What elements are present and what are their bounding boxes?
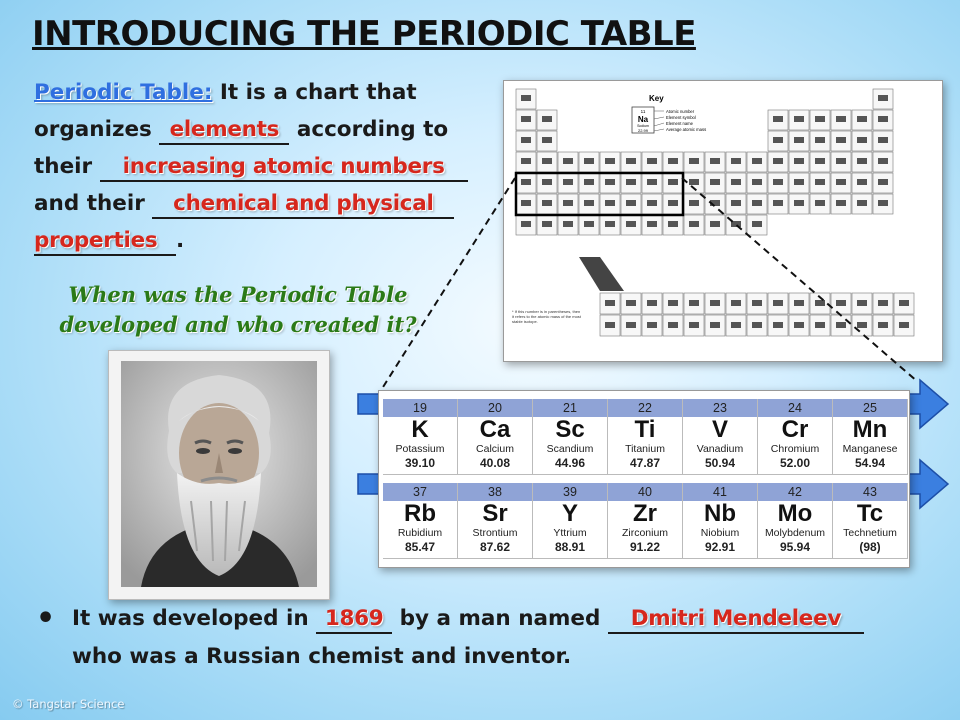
element-name: Manganese xyxy=(842,443,898,455)
pt-footnote: * If this number is in parentheses, then it refers to the atomic mass of the most stable isotope. xyxy=(512,309,581,324)
element-symbol: K xyxy=(411,416,429,443)
definition-text: and their xyxy=(34,191,153,216)
definition-text: . xyxy=(176,228,185,253)
element-mass: 54.94 xyxy=(854,456,886,470)
pt-key-name: Sodium xyxy=(637,124,649,128)
element-number: 23 xyxy=(683,399,757,417)
zoomed-element-rows xyxy=(378,390,910,568)
bullet-dot-icon: • xyxy=(36,601,56,636)
answer-year: 1869 xyxy=(324,606,384,631)
element-symbol: Mn xyxy=(852,416,888,443)
element-mass: (98) xyxy=(859,540,881,554)
element-mass: 95.94 xyxy=(779,540,811,554)
blank-year xyxy=(316,606,392,634)
element-cell-mo xyxy=(758,483,833,559)
question-line-1: When was the Periodic Table xyxy=(68,282,408,307)
element-number: 37 xyxy=(383,483,457,501)
element-number: 19 xyxy=(383,399,457,417)
pt-key-num: 11 xyxy=(640,109,646,114)
pt-key-item-2: Element symbol xyxy=(666,115,696,120)
element-name: Scandium xyxy=(546,443,594,455)
element-number: 38 xyxy=(458,483,532,501)
element-mass: 40.08 xyxy=(479,456,511,470)
answer-properties: properties xyxy=(34,228,158,253)
element-mass: 47.87 xyxy=(629,456,661,470)
definition-text: It is a chart that xyxy=(212,80,417,105)
element-name: Potassium xyxy=(395,443,445,455)
element-mass: 92.91 xyxy=(704,540,736,554)
pt-key-item-4: Average atomic mass xyxy=(666,127,707,132)
element-symbol: Sr xyxy=(482,500,508,527)
element-name: Chromium xyxy=(770,443,820,455)
element-cell-mn xyxy=(833,399,908,475)
element-number: 24 xyxy=(758,399,832,417)
answer-elements: elements xyxy=(169,117,280,142)
definition-text: according to xyxy=(289,117,449,142)
footer-credit: © Tangstar Science xyxy=(12,697,125,711)
element-cell-rb xyxy=(383,483,458,559)
element-cell-v xyxy=(683,399,758,475)
pt-key-label: Key xyxy=(649,94,664,103)
element-name: Rubidium xyxy=(397,527,443,539)
definition-text: their xyxy=(34,154,100,179)
element-mass: 50.94 xyxy=(704,456,736,470)
element-cell-sr xyxy=(458,483,533,559)
element-number: 40 xyxy=(608,483,682,501)
bullet-text xyxy=(72,600,942,676)
element-mass: 88.91 xyxy=(554,540,586,554)
element-symbol: Rb xyxy=(404,500,436,527)
element-number: 41 xyxy=(683,483,757,501)
bullet-text-part: by a man named xyxy=(392,606,608,631)
blank-scientist xyxy=(608,606,864,634)
element-cell-nb xyxy=(683,483,758,559)
pt-key-item-1: Atomic number xyxy=(666,109,695,114)
element-symbol: Sc xyxy=(555,416,585,443)
question-line-2: developed and who created it? xyxy=(59,312,417,337)
element-number: 43 xyxy=(833,483,907,501)
element-symbol: Cr xyxy=(781,416,809,443)
term-periodic-table: Periodic Table: xyxy=(34,80,213,105)
element-symbol: V xyxy=(711,416,728,443)
element-mass: 87.62 xyxy=(479,540,511,554)
element-cell-zr xyxy=(608,483,683,559)
element-symbol: Zr xyxy=(633,500,657,527)
element-symbol: Nb xyxy=(704,500,736,527)
element-symbol: Ca xyxy=(479,416,511,443)
element-number: 20 xyxy=(458,399,532,417)
element-symbol: Tc xyxy=(856,500,884,527)
bullet-line-2: who was a Russian chemist and inventor. xyxy=(72,644,572,669)
element-mass: 85.47 xyxy=(404,540,436,554)
element-name: Niobium xyxy=(700,527,740,539)
slide-title: INTRODUCING THE PERIODIC TABLE xyxy=(32,14,696,54)
element-number: 22 xyxy=(608,399,682,417)
element-name: Calcium xyxy=(476,443,514,455)
element-cell-tc xyxy=(833,483,908,559)
element-mass: 39.10 xyxy=(404,456,436,470)
element-cell-cr xyxy=(758,399,833,475)
element-name: Yttrium xyxy=(553,527,587,539)
element-cell-y xyxy=(533,483,608,559)
element-name: Vanadium xyxy=(696,443,744,455)
answer-chemical-physical: chemical and physical xyxy=(173,191,434,216)
element-number: 21 xyxy=(533,399,607,417)
pt-key-sym: Na xyxy=(637,115,649,124)
element-cell-ca xyxy=(458,399,533,475)
element-cell-ti xyxy=(608,399,683,475)
answer-scientist: Dmitri Mendeleev xyxy=(630,606,842,631)
element-symbol: Ti xyxy=(634,416,656,443)
element-cell-sc xyxy=(533,399,608,475)
element-number: 39 xyxy=(533,483,607,501)
element-cell-k xyxy=(383,399,458,475)
bullet-text-part: It was developed in xyxy=(72,606,317,631)
bullet-line-1 xyxy=(72,600,942,638)
zoomed-row-period-5 xyxy=(379,483,911,559)
definition-text: organizes xyxy=(34,117,160,142)
element-name: Strontium xyxy=(472,527,518,539)
pt-key-item-3: Element name xyxy=(666,121,693,126)
element-name: Molybdenum xyxy=(764,527,826,539)
pt-key-mass: 22.99 xyxy=(637,128,649,133)
element-number: 42 xyxy=(758,483,832,501)
element-symbol: Mo xyxy=(777,500,813,527)
element-symbol: Y xyxy=(561,500,578,527)
zoomed-row-period-4 xyxy=(379,399,911,475)
element-name: Zirconium xyxy=(621,527,669,539)
element-number: 25 xyxy=(833,399,907,417)
element-mass: 52.00 xyxy=(779,456,811,470)
answer-atomic-numbers: increasing atomic numbers xyxy=(122,154,445,179)
element-mass: 91.22 xyxy=(629,540,661,554)
element-name: Titanium xyxy=(625,443,665,455)
element-name: Technetium xyxy=(843,527,897,539)
element-mass: 44.96 xyxy=(554,456,586,470)
